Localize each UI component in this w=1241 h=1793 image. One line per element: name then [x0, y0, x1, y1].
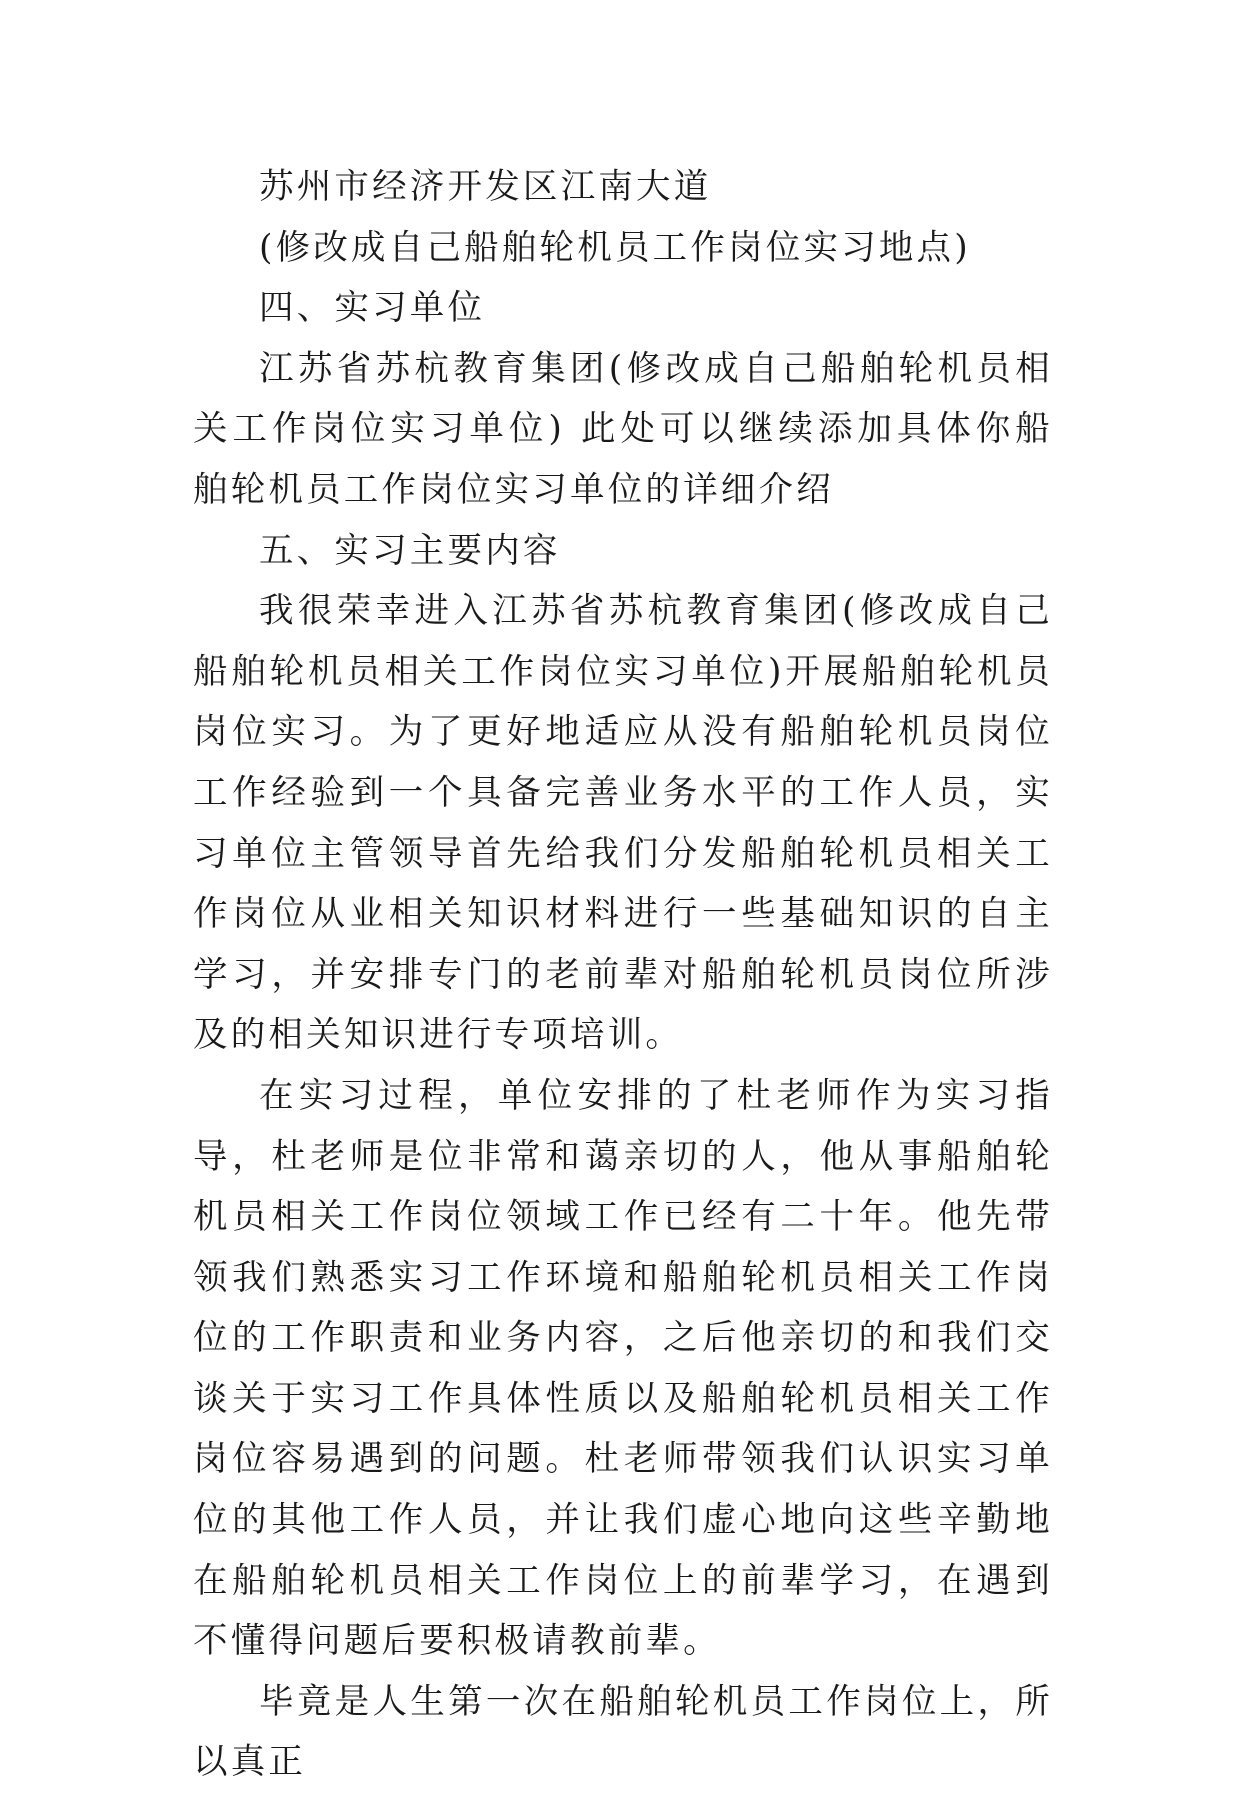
- paragraph-first-time: 毕竟是人生第一次在船舶轮机员工作岗位上，所以真正: [193, 1681, 1053, 1783]
- heading-internship-content: 五、实习主要内容: [259, 530, 561, 571]
- paragraph-content-intro: 我很荣幸进入江苏省苏杭教育集团(修改成自己船舶轮机员相关工作岗位实习单位)开展船舶轮机员岗位实习。为了更好地适应从没有船舶轮机员岗位工作经验到一个具备完善业务水平的工作人员，实习单位主管领导首先给我们分发船舶轮机员相关工作岗位从业相关知识材料进行一些基础知识的自主学习，并安排专门的老前辈对船舶轮机员岗位所涉及的相关知识进行专项培训。: [193, 591, 1053, 1056]
- paragraph-mentor: 在实习过程，单位安排的了杜老师作为实习指导，杜老师是位非常和蔼亲切的人，他从事船舶轮机员相关工作岗位领域工作已经有二十年。他先带领我们熟悉实习工作环境和船舶轮机员相关工作岗位的工作职责和业务内容，之后他亲切的和我们交谈关于实习工作具体性质以及船舶轮机员相关工作岗位容易遇到的问题。杜老师带领我们认识实习单位的其他工作人员，并让我们虚心地向这些辛勤地在船舶轮机员相关工作岗位上的前辈学习，在遇到不懂得问题后要积极请教前辈。: [193, 1075, 1053, 1662]
- heading-internship-unit: 四、实习单位: [259, 288, 486, 329]
- document-body: [193, 157, 1053, 1793]
- paragraph-internship-unit: 江苏省苏杭教育集团(修改成自己船舶轮机员相关工作岗位实习单位) 此处可以继续添加具体你船舶轮机员工作岗位实习单位的详细介绍: [193, 348, 1053, 510]
- paragraph-internship-address: 苏州市经济开发区江南大道: [259, 167, 712, 207]
- paragraph-address-note: (修改成自己船舶轮机员工作岗位实习地点): [259, 227, 971, 268]
